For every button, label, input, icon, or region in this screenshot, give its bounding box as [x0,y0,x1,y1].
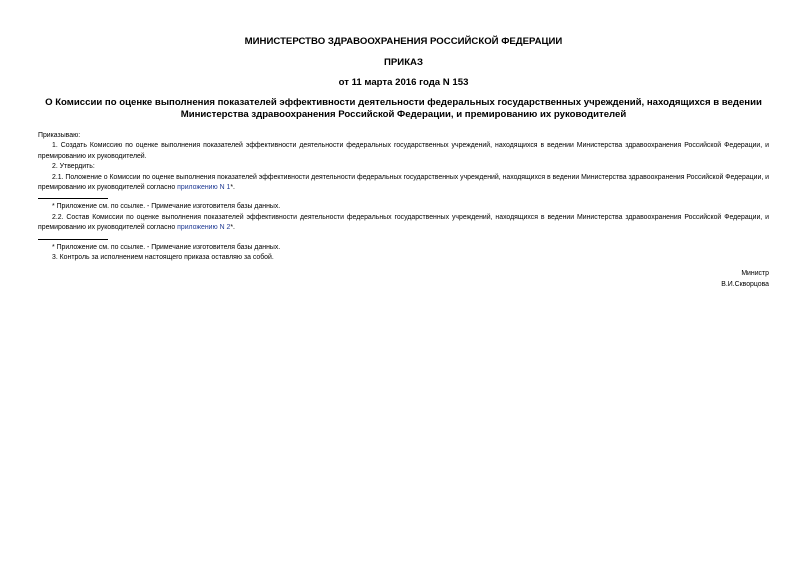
signature-block [38,269,769,290]
appendix-1-link[interactable]: приложению N 1 [177,184,231,192]
item-2-1-text: 2.1. Положение о Комиссии по оценке выполнения показателей эффективности деятельности федеральных государственных учреждений, находящихся в ведении Министерства здравоохранения Российской Федерации, и премированию их руководителей согласно [38,173,769,192]
item-2-2-text: 2.2. Состав Комиссии по оценке выполнения показателей эффективности деятельности федеральных государственных учреждений, находящихся в ведении Министерства здравоохранения Российской Федерации, и премированию их руководителей согласно [38,213,769,232]
document-body [38,131,769,263]
signatory-position: Министр [741,270,769,278]
footnote-2: * Приложение см. по ссылке. - Примечание изготовителя базы данных. [52,243,281,251]
item-2-1 [38,173,769,194]
item-1: 1. Создать Комиссию по оценке выполнения показателей эффективности деятельности федеральных государственных учреждений, находящихся в ведении Министерства здравоохранения Российской Федерации, и премированию их руководителей. [38,142,769,160]
footnote-divider-2 [38,239,108,240]
item-2-1-suffix: *. [230,184,235,192]
item-3: 3. Контроль за исполнением настоящего приказа оставляю за собой. [52,254,274,262]
footnote-divider-1 [38,198,108,199]
item-2-2 [38,213,769,234]
appendix-2-link[interactable]: приложению N 2 [177,224,231,232]
document-title: О Комиссии по оценке выполнения показателей эффективности деятельности федеральных государственных учреждений, находящихся в ведении Министерства здравоохранения Российской Федерации, и премированию их руководителей [45,97,762,120]
footnote-1: * Приложение см. по ссылке. - Примечание изготовителя базы данных. [52,203,281,211]
item-2-2-suffix: *. [230,224,235,232]
order-date: от 11 марта 2016 года N 153 [338,77,469,88]
item-2: 2. Утвердить: [52,163,95,171]
ministry-name: МИНИСТЕРСТВО ЗДРАВООХРАНЕНИЯ РОССИЙСКОЙ ФЕДЕРАЦИИ [244,36,563,47]
intro-paragraph: Приказываю: [38,132,81,139]
signatory-name: В.И.Скворцова [721,280,769,288]
order-type: ПРИКАЗ [384,57,423,68]
